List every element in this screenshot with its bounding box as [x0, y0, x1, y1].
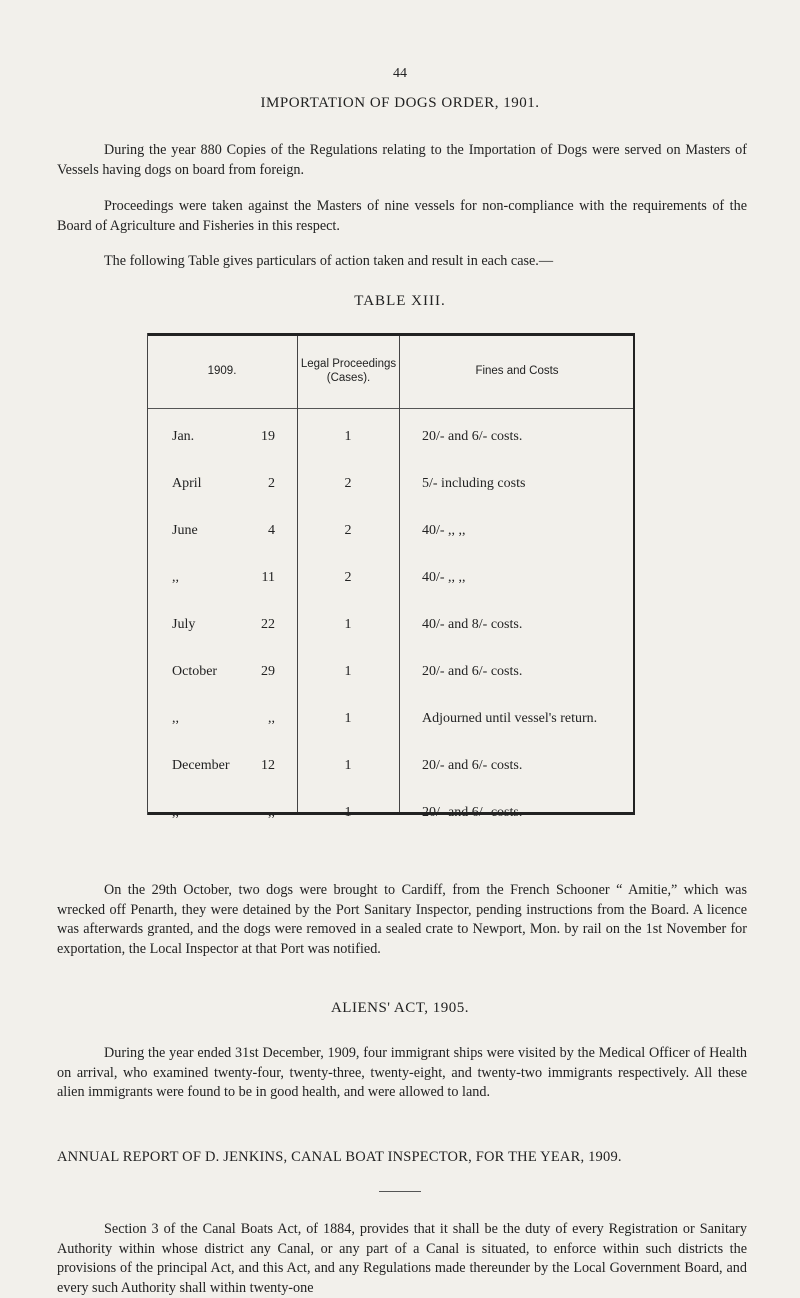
table-cell-legal-proceedings: 2 [344, 570, 352, 585]
table-title: TABLE XIII. [354, 293, 446, 309]
table-cell-day: ,, [268, 711, 275, 726]
table-cell-legal-proceedings: 1 [344, 617, 352, 632]
table-cell-legal-proceedings: 1 [344, 429, 352, 444]
table-xiii [147, 333, 635, 820]
table-right-rule [633, 333, 635, 815]
paragraph-immigrant-ships: During the year ended 31st December, 1909, four immigrant ships were visited by the Medical Officer of Health on arrival, who examined twenty-four, twenty-three, twenty-eight, and twenty-two immigrants respectively. All these alien immigrants were found to be in good health, and were allowed to land. [57, 1045, 747, 1100]
heading-importation-of-dogs: IMPORTATION OF DOGS ORDER, 1901. [260, 95, 540, 111]
table-cell-month: December [172, 758, 230, 773]
paragraph-table-intro: The following Table gives particulars of action taken and result in each case.— [104, 253, 554, 269]
table-cell-month: October [172, 664, 218, 679]
table-header-rule [147, 408, 635, 409]
table-cell-month: ,, [172, 570, 179, 585]
table-cell-legal-proceedings: 2 [344, 523, 352, 538]
table-cell-legal-proceedings: 2 [344, 476, 352, 491]
table-cell-fines-and-costs: 20/- and 6/- costs. [422, 664, 523, 679]
heading-aliens-act: ALIENS' ACT, 1905. [330, 1000, 470, 1016]
table-cell-fines-and-costs: 5/- including costs [422, 476, 526, 491]
table-cell-legal-proceedings: 1 [344, 711, 352, 726]
table-cell-fines-and-costs: 20/- and 6/- costs. [422, 429, 523, 444]
table-cell-fines-and-costs: 40/- ,, ,, [422, 523, 466, 538]
paragraph-proceedings: Proceedings were taken against the Masters of nine vessels for non-compliance with the requirements of the Board of Agriculture and Fisheries in this respect. [57, 198, 747, 234]
paragraph-canal-boats-act: Section 3 of the Canal Boats Act, of 1884, provides that it shall be the duty of every Registration or Sanitary Authority within whose district any Canal, or any part of a Canal is situated, to enforce within such districts the provisions of the principal Act, and this Act, and any Regulations made thereunder by the Local Government Board, and every such Authority shall within twenty-one [57, 1221, 747, 1296]
table-cell-day: 2 [268, 476, 275, 491]
table-header-legal-proceedings: Legal Proceedings (Cases). [300, 357, 397, 384]
table-cell-month: June [172, 523, 198, 538]
paragraph-copies-served: During the year 880 Copies of the Regulations relating to the Importation of Dogs were served on Masters of Vessels having dogs on board from foreign. [57, 142, 747, 178]
table-cell-month: Jan. [172, 429, 195, 444]
table-cell-month: ,, [172, 711, 179, 726]
table-header-fines-and-costs: Fines and Costs [475, 364, 559, 377]
paragraph-amitie: On the 29th October, two dogs were brought to Cardiff, from the French Schooner “ Amitie,” which was wrecked off Penarth, they were detained by the Port Sanitary Inspector, pending instructions from the Board. A licence was afterwards granted, and the dogs were removed in a sealed crate to Newport, Mon. by rail on the 1st November for exportation, the Local Inspector at that Port was notified. [57, 882, 747, 957]
table-cell-day: ,, [268, 805, 275, 820]
table-cell-month: April [172, 476, 202, 491]
section-divider [379, 1191, 421, 1192]
table-header-year: 1909. [207, 364, 237, 377]
table-cell-day: 19 [261, 429, 275, 444]
table-cell-legal-proceedings: 1 [344, 805, 352, 820]
table-column-divider [399, 336, 400, 812]
table-cell-day: 11 [261, 570, 275, 585]
table-cell-month: July [172, 617, 196, 632]
page-number: 44 [393, 66, 407, 81]
table-cell-month: ,, [172, 805, 179, 820]
table-cell-legal-proceedings: 1 [344, 758, 352, 773]
table-cell-fines-and-costs: 40/- and 8/- costs. [422, 617, 523, 632]
table-cell-fines-and-costs: Adjourned until vessel's return. [422, 711, 598, 726]
table-cell-day: 22 [261, 617, 275, 632]
table-cell-fines-and-costs: 20/- and 6/- costs. [422, 758, 523, 773]
table-cell-fines-and-costs: 40/- ,, ,, [422, 570, 466, 585]
table-cell-fines-and-costs: 20/- and 6/- costs. [422, 805, 523, 820]
table-cell-day: 12 [261, 758, 275, 773]
heading-canal-boat-report: ANNUAL REPORT OF D. JENKINS, CANAL BOAT INSPECTOR, FOR THE YEAR, 1909. [57, 1149, 622, 1165]
table-cell-legal-proceedings: 1 [344, 664, 352, 679]
table-cell-day: 4 [268, 523, 275, 538]
table-cell-day: 29 [261, 664, 275, 679]
